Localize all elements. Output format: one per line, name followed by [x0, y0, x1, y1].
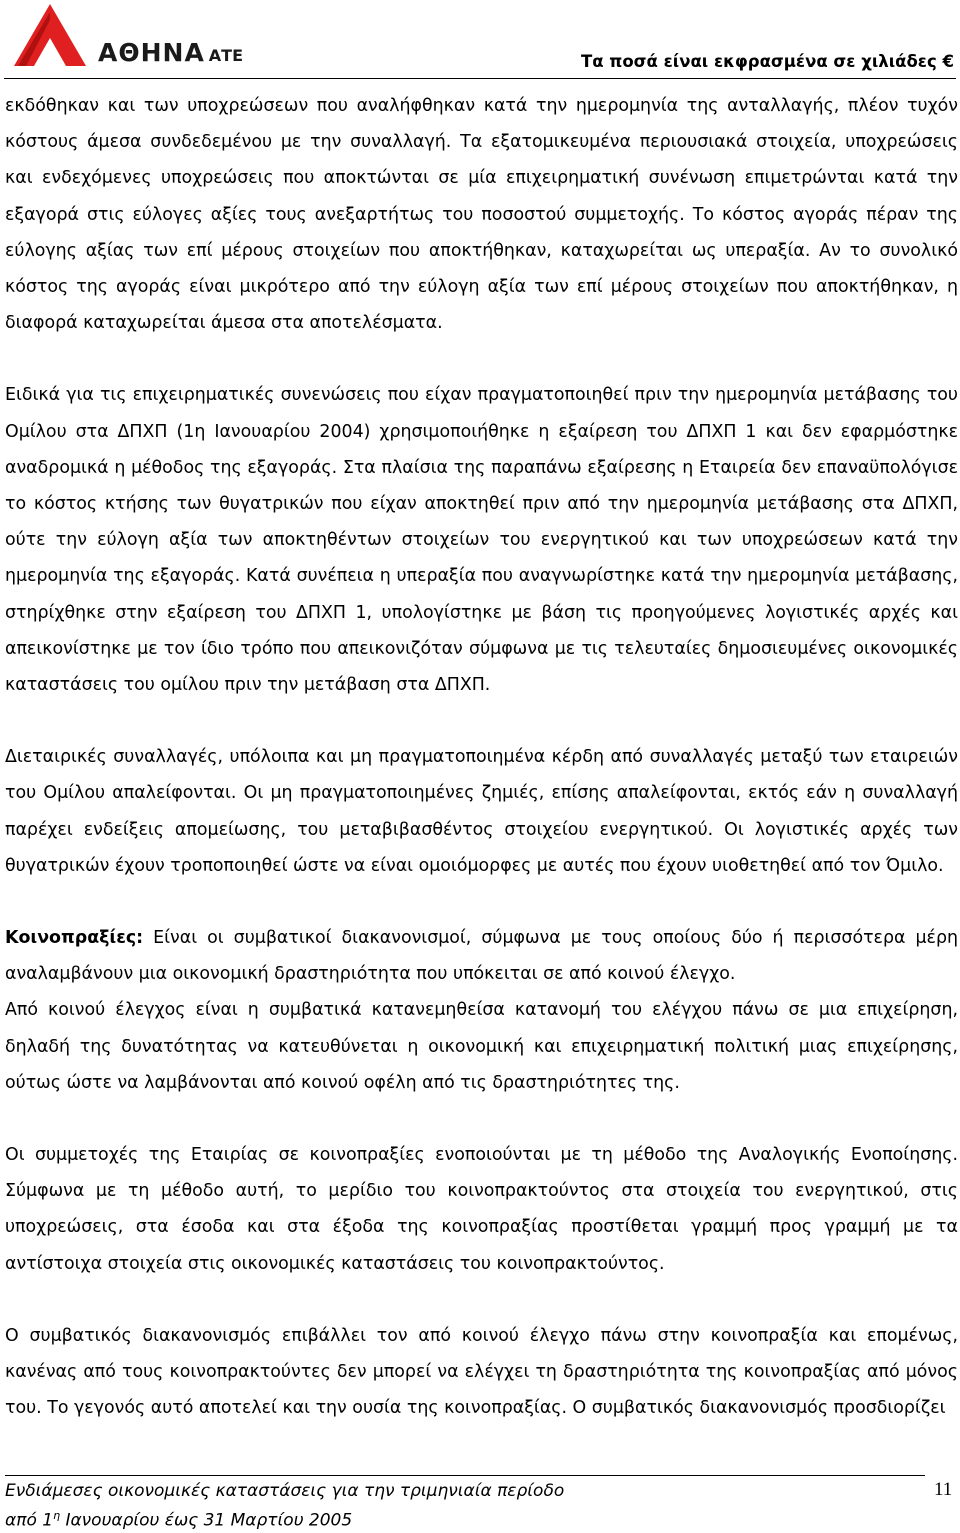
footer-period-sup: η: [53, 1509, 61, 1522]
logo-wordmark: [98, 38, 243, 67]
logo-triangle-icon: [10, 0, 100, 72]
logo-suffix: ΑΤΕ: [208, 46, 244, 65]
paragraph-proportional-consolidation: Οι συμμετοχές της Εταιρίας σε κοινοπραξίες ενοποιούνται με τη μέθοδο της Αναλογικής Ενοποίησης. Σύμφωνα με τη μέθοδο αυτή, το μερίδιο του κοινοπρακτούντος στα στοιχεία του ενεργητικού, στις υποχρεώσεις, στα έσοδα και στα έξοδα της κοινοπραξίας προστίθεται γραμμή προς γραμμή με τα αντίστοιχα στοιχεία στις οικονομικές καταστάσεις του κοινοπρακτούντος.: [5, 1145, 958, 1274]
document-body: [5, 88, 958, 1427]
paragraph-joint-control: Από κοινού έλεγχος είναι η συμβατικά κατανεμηθείσα κατανομή του ελέγχου πάνω σε μια επιχείρηση, δηλαδή της δυνατότητας να κατευθύνεται η οικονομική και επιχειρηματική πολιτική μιας επιχείρησης, ούτως ώστε να λαμβάνονται από κοινού οφέλη από τις δραστηριότητες της.: [5, 1000, 958, 1093]
currency-note: Τα ποσά είναι εκφρασμένα σε χιλιάδες €: [580, 52, 954, 71]
footer-period: [5, 1509, 352, 1531]
paragraph-ifrs-exemption: Ειδικά για τις επιχειρηματικές συνενώσεις που είχαν πραγματοποιηθεί πριν την ημερομηνία μετάβασης του Ομίλου στα ΔΠΧΠ (1η Ιανουαρίου 2004) χρησιμοποιήθηκε η εξαίρεση του ΔΠΧΠ 1 και δεν εφαρμόστηκε αναδρομικά η μέθοδος της εξαγοράς. Στα πλαίσια της παραπάνω εξαίρεσης η Εταιρεία δεν επαναϋπολόγισε το κόστος κτήσης των θυγατρικών που είχαν αποκτηθεί πριν από την ημερομηνία μετάβασης στα ΔΠΧΠ, ούτε την εύλογη αξία των αποκτηθέντων στοιχείων του ενεργητικού και των υποχρεώσεων κατά την ημερομηνία της εξαγοράς. Κατά συνέπεια η υπεραξία που αναγνωρίστηκε κατά την ημερομηνία μετάβασης, στηρίχθηκε στην εξαίρεση του ΔΠΧΠ 1, υπολογίστηκε με βάση τις προηγούμενες λογιστικές αρχές και απεικονίστηκε με τον ίδιο τρόπο που απεικονιζόταν σύμφωνα με τις τελευταίες δημοσιευμένες οικονομικές καταστάσεις του ομίλου πριν την μετάβαση στα ΔΠΧΠ.: [5, 385, 958, 696]
company-logo: [10, 0, 250, 72]
joint-ventures-label: Κοινοπραξίες:: [5, 928, 144, 949]
footer-period-suffix: Ιανουαρίου έως 31 Μαρτίου 2005: [60, 1510, 353, 1531]
header-divider: [4, 78, 956, 79]
paragraph-contractual-arrangement: Ο συμβατικός διακανονισμός επιβάλλει τον από κοινού έλεγχο πάνω στην κοινοπραξία και επομένως, κανένας από τους κοινοπρακτούντες δεν μπορεί να ελέγχει τη δραστηριότητα της κοινοπραξίας από μόνος του. Το γεγονός αυτό αποτελεί και την ουσία της κοινοπραξίας. Ο συμβατικός διακανονισμός προσδιορίζει: [5, 1325, 958, 1419]
paragraph-intercompany: Διεταιρικές συναλλαγές, υπόλοιπα και μη πραγματοποιημένα κέρδη από συναλλαγές μεταξύ των εταιρειών του Ομίλου απαλείφονται. Οι μη πραγματοποιημένες ζημιές, επίσης απαλείφονται, εκτός εάν η συναλλαγή παρέχει ενδείξεις απομείωσης, του μεταβιβασθέντος στοιχείου ενεργητικού. Οι λογιστικές αρχές των θυγατρικών έχουν τροποποιηθεί ώστε να είναι ομοιόμορφες με αυτές που έχουν υιοθετηθεί από τον Όμιλο.: [5, 747, 958, 876]
paragraph-joint-ventures: [5, 920, 958, 992]
footer-title: Ενδιάμεσες οικονομικές καταστάσεις για την τριμηνιαία περίοδο: [5, 1481, 565, 1501]
joint-ventures-definition: Είναι οι συμβατικοί διακανονισμοί, σύμφωνα με τους οποίους δύο ή περισσότερα μέρη αναλαμβάνουν μια οικονομική δραστηριότητα που υπόκειται σε από κοινού έλεγχο.: [5, 928, 959, 985]
logo-name: ΑΘΗΝΑ: [98, 38, 205, 67]
footer-divider: [5, 1475, 925, 1476]
paragraph-acquisition-cost: εκδόθηκαν και των υποχρεώσεων που αναλήφθηκαν κατά την ημερομηνία της ανταλλαγής, πλέον τυχόν κόστους άμεσα συνδεδεμένου με την συναλλαγή. Τα εξατομικευμένα περιουσιακά στοιχεία, υποχρεώσεις και ενδεχόμενες υποχρεώσεις που αποκτώνται σε μία επιχειρηματική συνένωση επιμετρώνται κατά την εξαγορά στις εύλογες αξίες τους ανεξαρτήτως του ποσοστού συμμετοχής. Το κόστος αγοράς πέραν της εύλογης αξίας των επί μέρους στοιχείων που αποκτήθηκαν, καταχωρείται ως υπεραξία. Αν το συνολικό κόστος της αγοράς είναι μικρότερο από την εύλογη αξία των επί μέρους στοιχείων που αποκτήθηκαν, η διαφορά καταχωρείται άμεσα στα αποτελέσματα.: [5, 96, 958, 334]
page-number: 11: [934, 1479, 953, 1500]
footer-period-prefix: από 1: [5, 1510, 54, 1531]
